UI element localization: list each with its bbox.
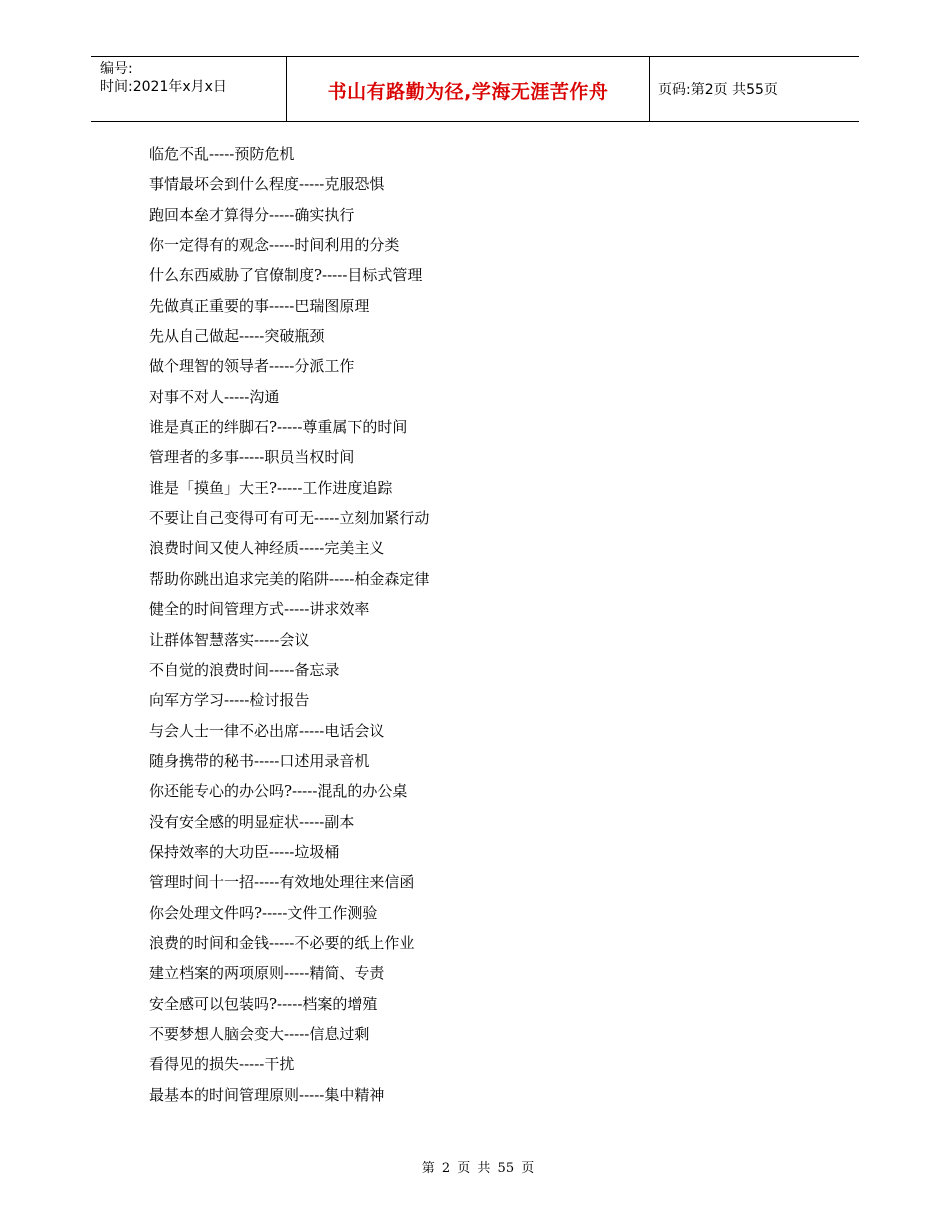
header-meta-cell xyxy=(91,57,287,121)
content-line: 先做真正重要的事-----巴瑞图原理 xyxy=(149,296,370,315)
page-header xyxy=(91,56,859,122)
content-line: 临危不乱-----预防危机 xyxy=(149,145,295,163)
document-time-label: 时间:2021年x月x日 xyxy=(100,79,227,95)
content-line: 对事不对人-----沟通 xyxy=(149,387,280,406)
content-line: 谁是真正的绊脚石?-----尊重属下的时间 xyxy=(149,418,408,437)
content-line: 什么东西威胁了官僚制度?-----目标式管理 xyxy=(149,266,423,285)
content-line: 随身携带的秘书-----口述用录音机 xyxy=(149,751,370,770)
content-line: 不要让自己变得可有可无-----立刻加紧行动 xyxy=(149,509,430,528)
content-line: 保持效率的大功臣-----垃圾桶 xyxy=(149,842,340,861)
content-line: 让群体智慧落实-----会议 xyxy=(149,630,310,649)
content-line: 你还能专心的办公吗?-----混乱的办公桌 xyxy=(149,782,408,801)
content-line: 管理者的多事-----职员当权时间 xyxy=(149,448,355,467)
content-line: 没有安全感的明显症状-----副本 xyxy=(149,812,355,831)
header-page-info: 页码:第2页 共55页 xyxy=(658,82,778,98)
content-line: 做个理智的领导者-----分派工作 xyxy=(149,357,355,376)
page-footer xyxy=(0,1157,950,1176)
content-line: 看得见的损失-----干扰 xyxy=(149,1055,295,1074)
content-line: 先从自己做起-----突破瓶颈 xyxy=(149,327,325,346)
header-page-cell xyxy=(650,57,859,121)
content-line: 最基本的时间管理原则-----集中精神 xyxy=(149,1085,385,1104)
header-motto-cell xyxy=(287,57,650,121)
document-number-label: 编号: xyxy=(100,61,133,77)
content-line: 浪费的时间和金钱-----不必要的纸上作业 xyxy=(149,933,415,952)
content-lines xyxy=(149,141,849,1112)
content-line: 帮助你跳出追求完美的陷阱-----柏金森定律 xyxy=(149,569,430,588)
header-motto: 书山有路勤为径,学海无涯苦作舟 xyxy=(327,80,609,103)
content-line: 向军方学习-----检讨报告 xyxy=(149,691,310,710)
content-line: 浪费时间又使人神经质-----完美主义 xyxy=(149,539,385,558)
content-line: 事情最坏会到什么程度-----克服恐惧 xyxy=(149,175,385,194)
content-line: 不要梦想人脑会变大-----信息过剩 xyxy=(149,1024,370,1043)
content-line: 与会人士一律不必出席-----电话会议 xyxy=(149,721,385,740)
content-line: 你一定得有的观念-----时间利用的分类 xyxy=(149,236,400,255)
content-line: 健全的时间管理方式-----讲求效率 xyxy=(149,600,370,619)
footer-page-number: 第 2 页 共 55 页 xyxy=(421,1161,535,1176)
content-line: 不自觉的浪费时间-----备忘录 xyxy=(149,660,340,679)
content-line: 你会处理文件吗?-----文件工作测验 xyxy=(149,903,378,922)
content-line: 谁是「摸鱼」大王?-----工作进度追踪 xyxy=(149,478,393,497)
content-line: 管理时间十一招-----有效地处理往来信函 xyxy=(149,873,415,892)
content-line: 跑回本垒才算得分-----确实执行 xyxy=(149,205,355,224)
content-line: 建立档案的两项原则-----精简、专责 xyxy=(149,964,385,983)
content-line: 安全感可以包装吗?-----档案的增殖 xyxy=(149,994,378,1013)
